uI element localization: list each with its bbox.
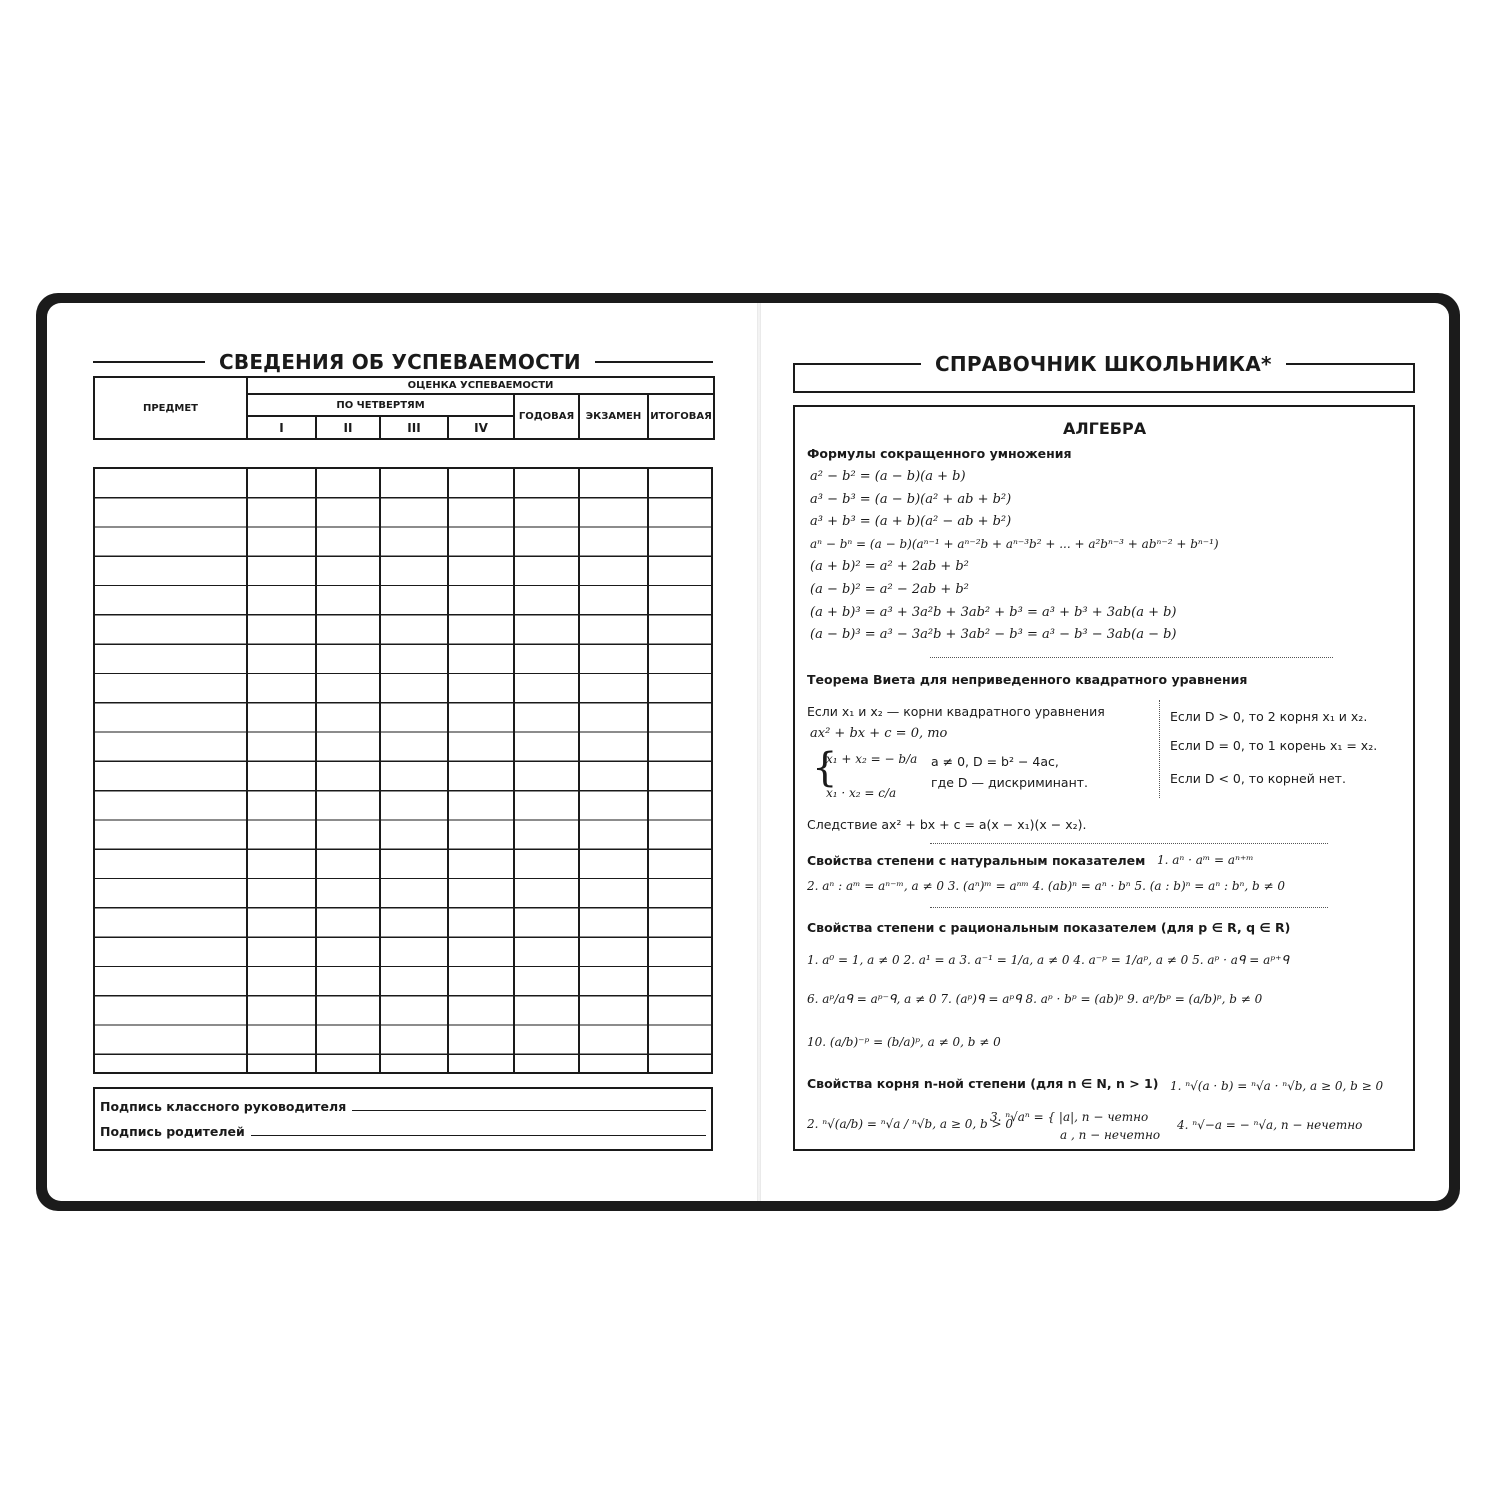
grid-column-divider <box>647 469 649 1072</box>
parents-signature-label: Подпись родителей <box>100 1124 245 1139</box>
vieta-text: Если x₁ и x₂ — корни квадратного уравнения <box>807 704 1105 719</box>
s1-title: Формулы сокращенного умножения <box>807 446 1072 461</box>
final-header: ИТОГОВАЯ <box>648 394 714 439</box>
power-rules-line: 2. aⁿ : aᵐ = aⁿ⁻ᵐ, a ≠ 0 3. (aⁿ)ᵐ = aⁿᵐ 4. (ab)ⁿ = aⁿ · bⁿ 5. (a : b)ⁿ = aⁿ : bⁿ, b ≠ 0 <box>807 879 1286 893</box>
teacher-signature-line[interactable] <box>352 1109 706 1111</box>
teacher-signature-label: Подпись классного руководителя <box>100 1099 347 1114</box>
quarter-2-header: II <box>316 416 380 439</box>
formula-line: a³ + b³ = (a + b)(a² − ab + b²) <box>810 514 1012 529</box>
formula-line: (a − b)² = a² − 2ab + b² <box>810 582 969 597</box>
roots-case-3: Если D < 0, то корней нет. <box>1170 771 1346 786</box>
divider <box>930 907 1328 908</box>
vieta-equation: ax² + bx + c = 0, то <box>810 726 948 741</box>
formula-line: a² − b² = (a − b)(a + b) <box>810 469 966 484</box>
formula-line: (a − b)³ = a³ − 3a²b + 3ab² − b³ = a³ − b³ − 3ab(a − b) <box>810 627 1177 642</box>
spine-gutter <box>757 303 761 1201</box>
grades-title: СВЕДЕНИЯ ОБ УСПЕВАЕМОСТИ <box>93 350 713 374</box>
grid-column-divider <box>315 469 317 1072</box>
system-brace-icon: { <box>812 745 838 791</box>
vieta-corollary: Следствие ax² + bx + c = a(x − x₁)(x − x₂). <box>807 817 1087 832</box>
roots-case-1: Если D > 0, то 2 корня x₁ и x₂. <box>1170 709 1368 724</box>
reference-title-box <box>793 364 1415 393</box>
grade-header: ОЦЕНКА УСПЕВАЕМОСТИ <box>247 377 714 394</box>
exam-header: ЭКЗАМЕН <box>579 394 648 439</box>
root-rule-1: 1. ⁿ√(a · b) = ⁿ√a · ⁿ√b, a ≥ 0, b ≥ 0 <box>1170 1079 1384 1093</box>
vieta-product: x₁ · x₂ = c/a <box>826 786 897 800</box>
rational-rules-line-2: 6. aᵖ/aᑫ = aᵖ⁻ᑫ, a ≠ 0 7. (aᵖ)ᑫ = aᵖᑫ 8. aᵖ · bᵖ = (ab)ᵖ 9. aᵖ/bᵖ = (a/b)ᵖ, b ≠ 0 <box>807 992 1263 1006</box>
root-rule-2: 2. ⁿ√(a/b) = ⁿ√a / ⁿ√b, a ≥ 0, b > 0 <box>807 1117 1013 1131</box>
power-rule-1: 1. aⁿ · aᵐ = aⁿ⁺ᵐ <box>1157 853 1254 867</box>
root-rule-4: 4. ⁿ√−a = − ⁿ√a, n − нечетно <box>1177 1118 1363 1132</box>
grid-column-divider <box>447 469 449 1072</box>
subject-header: ПРЕДМЕТ <box>94 377 247 439</box>
teacher-signature-row[interactable] <box>100 1099 706 1114</box>
grid-column-divider <box>246 469 248 1072</box>
grid-column-divider <box>513 469 515 1072</box>
quarter-3-header: III <box>380 416 448 439</box>
formula-line: (a + b)² = a² + 2ab + b² <box>810 559 969 574</box>
grades-grid[interactable] <box>93 467 713 1074</box>
divider <box>930 657 1333 658</box>
rational-rules-line-1: 1. a⁰ = 1, a ≠ 0 2. a¹ = a 3. a⁻¹ = 1/a, a ≠ 0 4. a⁻ᵖ = 1/aᵖ, a ≠ 0 5. aᵖ · aᑫ = aᵖ⁺ᑫ <box>807 953 1289 967</box>
divider-vertical <box>1159 700 1160 798</box>
s5-title: Свойства корня n-ной степени (для n ∈ N, n > 1) <box>807 1076 1159 1091</box>
year-header: ГОДОВАЯ <box>514 394 579 439</box>
formula-line: a³ − b³ = (a − b)(a² + ab + b²) <box>810 492 1012 507</box>
rational-rules-line-3: 10. (a/b)⁻ᵖ = (b/a)ᵖ, a ≠ 0, b ≠ 0 <box>807 1035 1001 1049</box>
vieta-condition: a ≠ 0, D = b² − 4ac, <box>931 754 1059 769</box>
signature-box <box>93 1087 713 1151</box>
vieta-condition-note: где D — дискриминант. <box>931 775 1089 790</box>
formula-line: aⁿ − bⁿ = (a − b)(aⁿ⁻¹ + aⁿ⁻²b + aⁿ⁻³b² + ... + a²bⁿ⁻³ + abⁿ⁻² + bⁿ⁻¹) <box>810 537 1219 551</box>
s2-title: Теорема Виета для неприведенного квадратного уравнения <box>807 672 1248 687</box>
s4-title: Свойства степени с рациональным показателем (для p ∈ R, q ∈ R) <box>807 920 1291 935</box>
quarters-header: ПО ЧЕТВЕРТЯМ <box>247 394 514 416</box>
root-rule-3: 3. ⁿ√aⁿ = { |a|, n − четно <box>990 1110 1149 1124</box>
algebra-heading: АЛГЕБРА <box>1063 419 1147 438</box>
divider <box>930 843 1328 844</box>
parents-signature-row[interactable] <box>100 1124 706 1139</box>
s3-title: Свойства степени с натуральным показателем <box>807 853 1146 868</box>
formula-line: (a + b)³ = a³ + 3a²b + 3ab² + b³ = a³ + b³ + 3ab(a + b) <box>810 605 1177 620</box>
quarter-1-header: I <box>247 416 316 439</box>
reference-title: СПРАВОЧНИК ШКОЛЬНИКА* <box>793 352 1415 376</box>
roots-case-2: Если D = 0, то 1 корень x₁ = x₂. <box>1170 738 1378 753</box>
vieta-sum: x₁ + x₂ = − b/a <box>826 752 918 766</box>
quarter-4-header: IV <box>448 416 514 439</box>
parents-signature-line[interactable] <box>251 1134 706 1136</box>
root-rule-3-odd: a , n − нечетно <box>1060 1128 1161 1142</box>
grid-column-divider <box>578 469 580 1072</box>
grid-column-divider <box>379 469 381 1072</box>
grades-header-table <box>93 376 715 440</box>
